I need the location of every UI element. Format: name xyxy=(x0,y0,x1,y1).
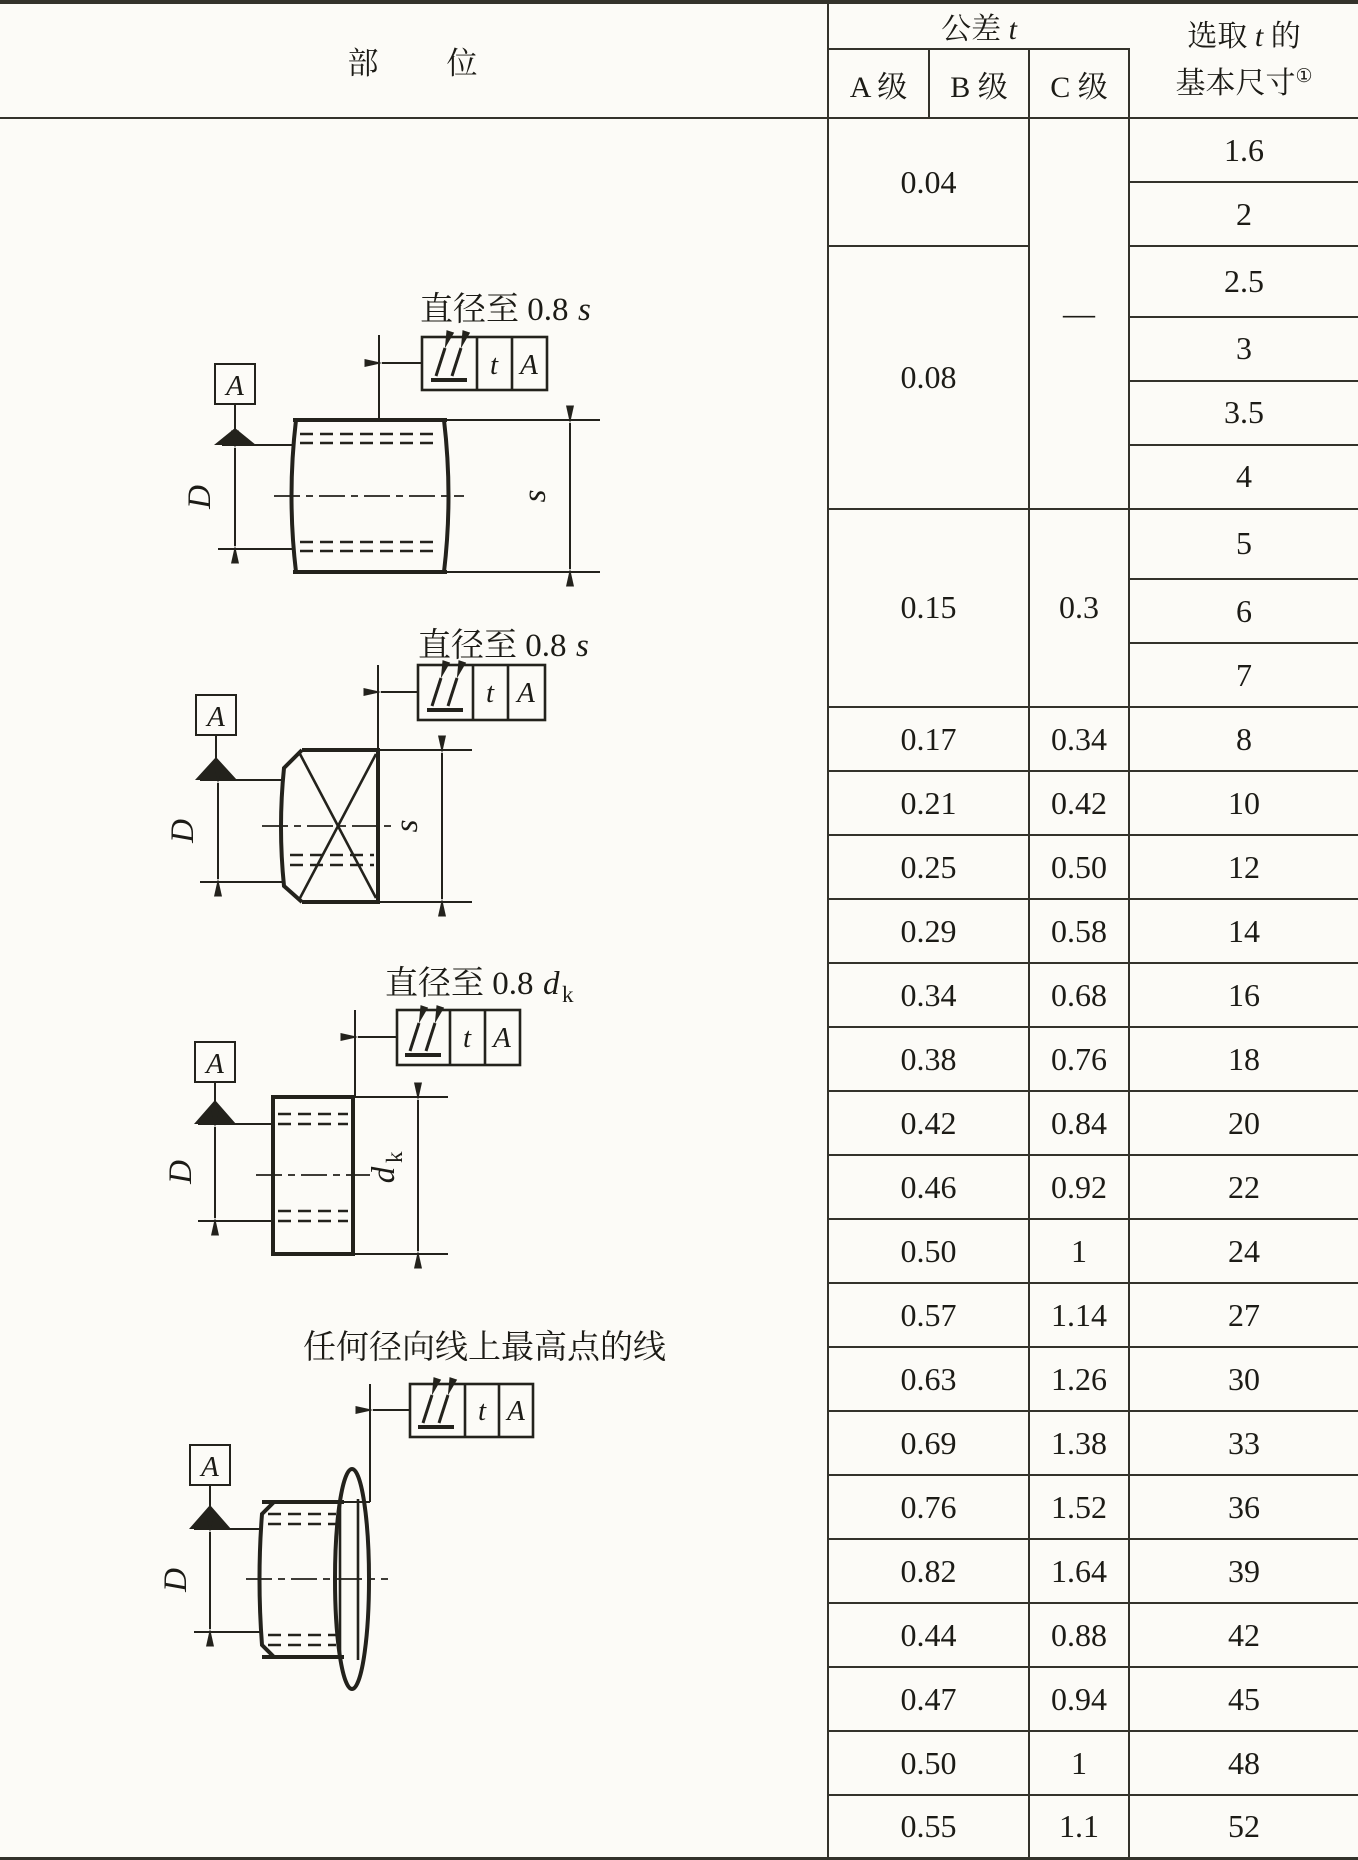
tolerance-ab-cell: 0.08 xyxy=(828,246,1029,509)
svg-text:k: k xyxy=(382,1151,407,1163)
datum-letter: A xyxy=(206,1048,224,1080)
datum-triangle-icon xyxy=(214,428,256,445)
size-cell: 39 xyxy=(1129,1539,1358,1603)
tolerance-c-cell: 1.38 xyxy=(1029,1411,1129,1475)
tolerance-c-cell: 1.1 xyxy=(1029,1795,1129,1859)
tolerance-variable: t xyxy=(1008,13,1017,46)
figure-2-caption: 直径至 0.8 xyxy=(418,628,567,664)
tolerance-ab-cell: 0.44 xyxy=(828,1603,1029,1667)
frame-tolerance-label: t xyxy=(489,349,499,381)
figure-3-caption-var: d xyxy=(543,966,560,1002)
tolerance-ab-cell: 0.15 xyxy=(828,509,1029,708)
frame-tolerance-label: t xyxy=(485,677,495,709)
size-cell: 42 xyxy=(1129,1603,1358,1667)
figure-3-caption: 直径至 0.8 xyxy=(385,966,534,1002)
tolerance-c-cell: 0.76 xyxy=(1029,1027,1129,1091)
datum-feature-symbol xyxy=(214,364,256,445)
size-cell: 30 xyxy=(1129,1347,1358,1411)
size-cell: 48 xyxy=(1129,1731,1358,1795)
figure-2-caption-var: s xyxy=(576,628,589,664)
size-cell: 36 xyxy=(1129,1475,1358,1539)
dim-left-label: D xyxy=(158,1568,194,1592)
feature-control-frame xyxy=(397,1010,520,1065)
column-header-basic-size: 选取 t 的 基本尺寸① xyxy=(1129,2,1358,118)
frame-tolerance-label: t xyxy=(462,1022,472,1054)
feature-control-frame xyxy=(410,1384,533,1437)
column-header-grade-c: C 级 xyxy=(1029,49,1129,118)
datum-feature-symbol xyxy=(189,1445,231,1529)
dim-left-label: D xyxy=(165,819,201,843)
tolerance-ab-cell: 0.17 xyxy=(828,707,1029,771)
total-runout-icon xyxy=(405,1023,441,1055)
datum-feature-symbol xyxy=(195,695,237,780)
tolerance-ab-cell: 0.76 xyxy=(828,1475,1029,1539)
size-cell: 52 xyxy=(1228,1808,1261,1844)
tolerance-c-cell: 0.84 xyxy=(1029,1091,1129,1155)
size-cell: 18 xyxy=(1129,1027,1358,1091)
datum-letter: A xyxy=(226,370,244,402)
tolerance-ab-cell: 0.47 xyxy=(828,1667,1029,1731)
tolerance-ab-cell: 0.29 xyxy=(828,899,1029,963)
column-header-part: 部 位 xyxy=(0,2,828,118)
size-cell: 8 xyxy=(1129,707,1358,771)
size-cell: 20 xyxy=(1129,1091,1358,1155)
dim-right-label xyxy=(366,1151,407,1183)
figure-4-flanged-nut xyxy=(158,1329,666,1689)
tolerance-c-cell: 0.58 xyxy=(1029,899,1129,963)
size-cell: 6 xyxy=(1129,579,1358,643)
size-cell: 2.5 xyxy=(1129,246,1358,317)
figure-2-hex-nut-face xyxy=(165,627,589,902)
feature-control-frame xyxy=(418,665,545,720)
frame-datum-label: A xyxy=(507,1395,525,1427)
size-cell: 22 xyxy=(1129,1155,1358,1219)
tolerance-ab-cell: 0.46 xyxy=(828,1155,1029,1219)
tolerance-c-cell: 0.88 xyxy=(1029,1603,1129,1667)
column-header-tolerance xyxy=(828,2,1129,49)
tolerance-c-cell: 1.26 xyxy=(1029,1347,1129,1411)
column-header-grade-a: A 级 xyxy=(828,49,929,118)
nut-side-view xyxy=(274,420,464,572)
tolerance-ab-cell: 0.25 xyxy=(828,835,1029,899)
tolerance-ab-cell: 0.38 xyxy=(828,1027,1029,1091)
frame-tolerance-label: t xyxy=(477,1395,487,1427)
size-cell: 3 xyxy=(1129,317,1358,381)
size-cell: 33 xyxy=(1129,1411,1358,1475)
tolerance-ab-cell: 0.34 xyxy=(828,963,1029,1027)
dim-left-label: D xyxy=(182,485,218,509)
datum-triangle-icon xyxy=(194,1100,236,1124)
tolerance-c-dash-cell: — xyxy=(1029,118,1129,509)
tolerance-ab-cell: 0.55 xyxy=(828,1795,1029,1859)
technical-drawings xyxy=(0,119,826,1857)
dim-right-label: s xyxy=(389,819,425,833)
footnote-mark: ① xyxy=(1295,65,1313,87)
dim-left-label: D xyxy=(163,1160,199,1184)
tolerance-c-cell: 1 xyxy=(1029,1219,1129,1283)
tolerance-ab-cell: 0.63 xyxy=(828,1347,1029,1411)
datum-triangle-icon xyxy=(189,1505,231,1529)
size-cell: 16 xyxy=(1129,963,1358,1027)
datum-triangle-icon xyxy=(195,757,237,780)
chamfered-nut-view xyxy=(262,750,396,902)
datum-letter: A xyxy=(207,701,225,733)
feature-control-frame xyxy=(422,337,547,390)
tolerance-c-cell: 0.94 xyxy=(1029,1667,1129,1731)
tolerance-ab-cell: 0.42 xyxy=(828,1091,1029,1155)
total-runout-icon xyxy=(427,678,463,710)
tolerance-c-cell: 0.3 xyxy=(1029,509,1129,708)
size-cell: 3.5 xyxy=(1129,381,1358,445)
size-cell: 7 xyxy=(1129,643,1358,707)
tolerance-c-cell: 0.42 xyxy=(1029,771,1129,835)
column-header-grade-b: B 级 xyxy=(929,49,1029,118)
size-cell: 12 xyxy=(1129,835,1358,899)
tolerance-c-cell: 1.64 xyxy=(1029,1539,1129,1603)
tolerance-c-cell: 0.92 xyxy=(1029,1155,1129,1219)
frame-datum-label: A xyxy=(493,1022,511,1054)
tolerance-header-text: 公差 xyxy=(941,13,1009,46)
tolerance-ab-cell: 0.50 xyxy=(828,1731,1029,1795)
tolerance-ab-cell: 0.50 xyxy=(828,1219,1029,1283)
size-cell: 27 xyxy=(1129,1283,1358,1347)
tolerance-ab-cell: 0.69 xyxy=(828,1411,1029,1475)
tolerance-ab-cell: 0.82 xyxy=(828,1539,1029,1603)
size-cell: 4 xyxy=(1129,445,1358,509)
frame-datum-label: A xyxy=(520,349,538,381)
size-cell: 1.6 xyxy=(1129,118,1358,182)
total-runout-icon xyxy=(418,1395,454,1427)
size-cell: 24 xyxy=(1129,1219,1358,1283)
tolerance-c-cell: 1.52 xyxy=(1029,1475,1129,1539)
figure-1-caption: 直径至 0.8 xyxy=(420,292,569,328)
datum-letter: A xyxy=(201,1451,219,1483)
head-side-view xyxy=(256,1097,370,1254)
tolerance-ab-cell: 0.21 xyxy=(828,771,1029,835)
tolerance-c-cell: 0.34 xyxy=(1029,707,1129,771)
datum-feature-symbol xyxy=(194,1042,236,1124)
tolerance-ab-cell: 0.04 xyxy=(828,118,1029,246)
tolerance-c-cell: 1 xyxy=(1029,1731,1129,1795)
size-cell: 10 xyxy=(1129,771,1358,835)
tolerance-c-cell: 1.14 xyxy=(1029,1283,1129,1347)
part-drawings-cell xyxy=(0,118,828,1859)
tolerance-c-cell: 0.68 xyxy=(1029,963,1129,1027)
tolerance-ab-cell: 0.57 xyxy=(828,1283,1029,1347)
size-cell: 2 xyxy=(1129,182,1358,246)
figure-1-nut-bearing-face xyxy=(182,291,600,572)
size-cell: 5 xyxy=(1129,509,1358,580)
frame-datum-label: A xyxy=(517,677,535,709)
figure-1-caption-var: s xyxy=(578,292,591,328)
svg-text:d: d xyxy=(366,1166,402,1184)
total-runout-icon xyxy=(431,348,467,380)
figure-3-cylindrical-head xyxy=(163,965,574,1254)
tolerance-c-cell: 0.50 xyxy=(1029,835,1129,899)
figure-4-caption: 任何径向线上最高点的线 xyxy=(303,1330,666,1366)
dim-right-label: s xyxy=(517,489,553,503)
size-cell: 45 xyxy=(1129,1667,1358,1731)
figure-3-caption-sub: k xyxy=(562,982,574,1007)
size-cell: 14 xyxy=(1129,899,1358,963)
